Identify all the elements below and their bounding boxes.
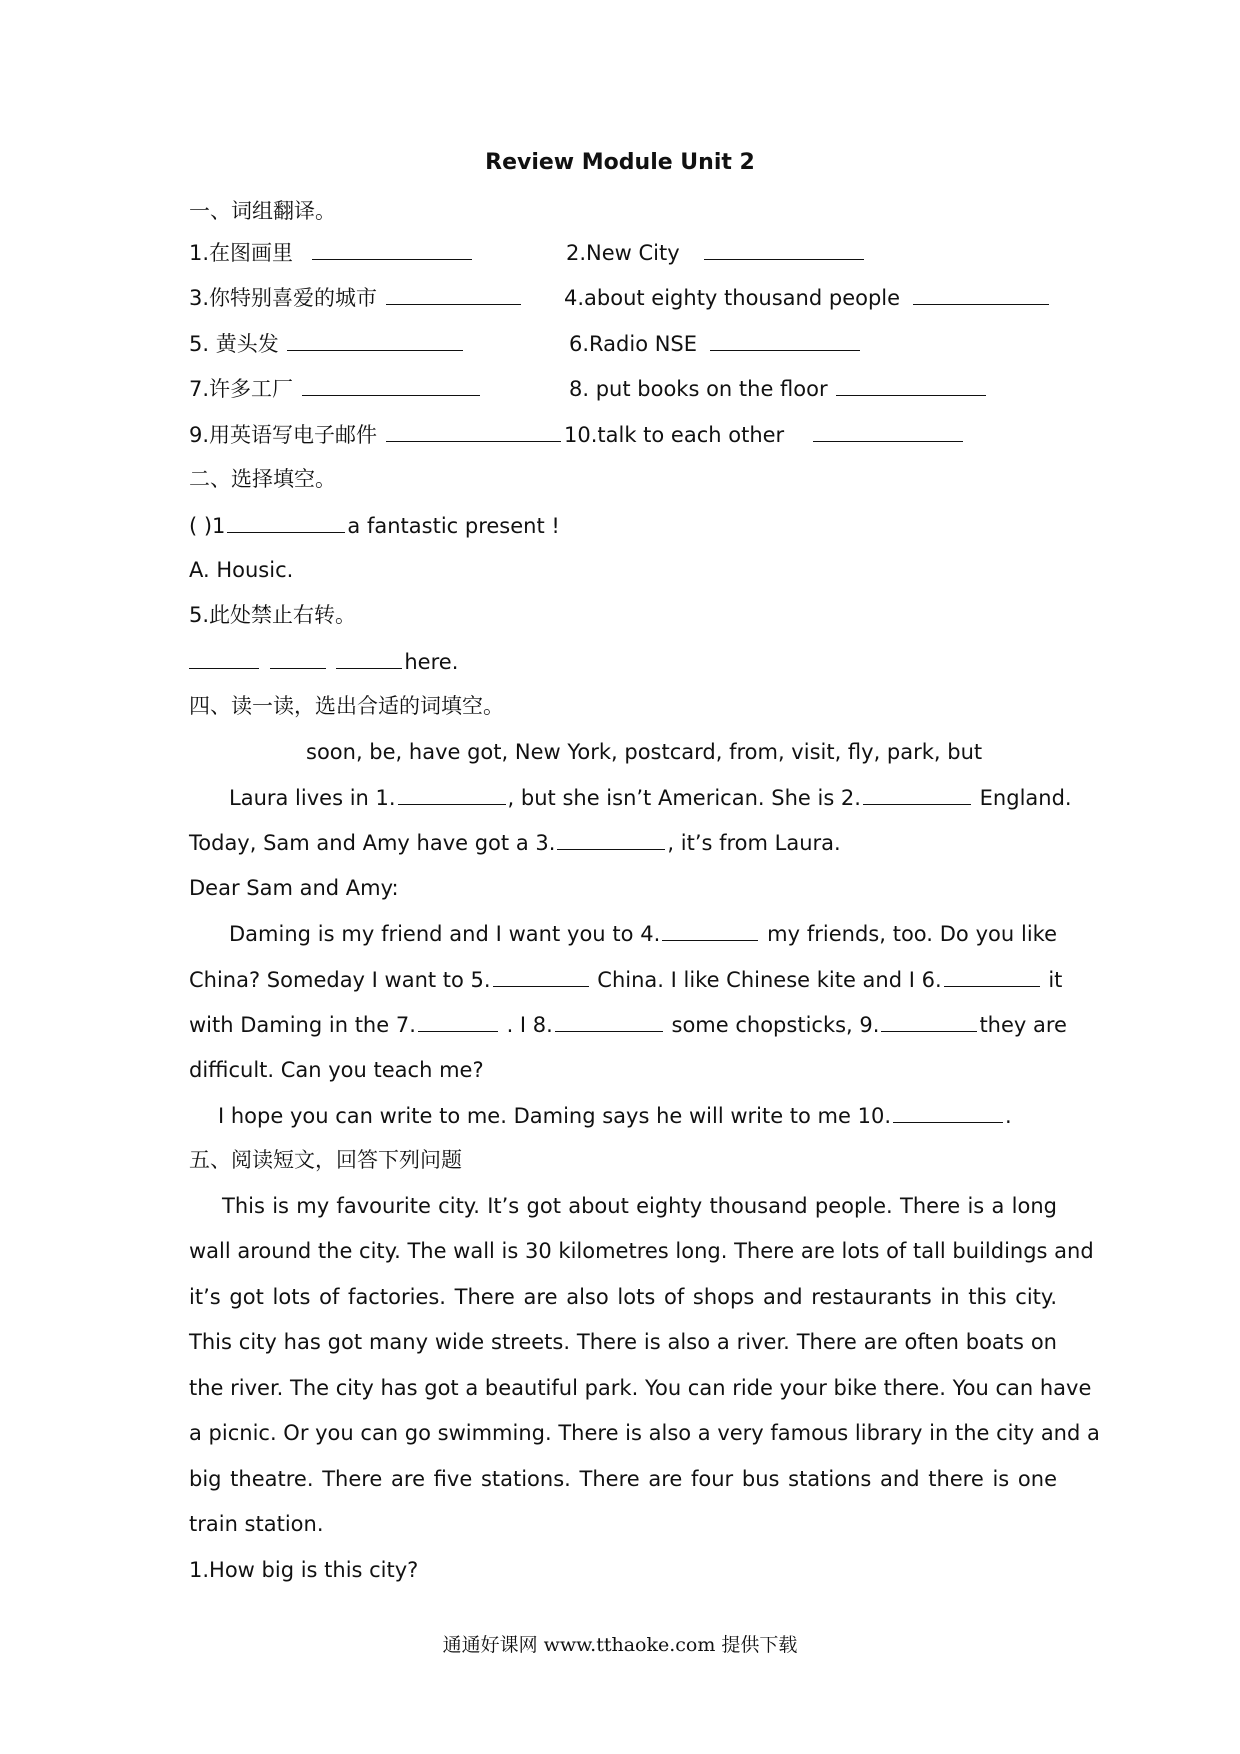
- cloze-line-6: difficult. Can you teach me?: [189, 1058, 484, 1082]
- cloze-line-4: [189, 964, 1063, 995]
- answer-blank-4[interactable]: [913, 282, 1049, 305]
- phrase-label-4: 4.about eighty thousand people: [564, 286, 901, 310]
- letter-greeting: Dear Sam and Amy:: [189, 876, 399, 900]
- phrase-label-2: 2.New City: [566, 241, 680, 265]
- sign-question-5: 5.此处禁止右转。: [189, 603, 357, 627]
- cloze-text: Daming is my friend and I want you to 4.: [229, 922, 661, 946]
- phrase-item-6: [569, 328, 862, 359]
- reading-line-5: the river. The city has got a beautiful park. You can ride your bike there. You can have: [189, 1376, 1092, 1400]
- cloze-line-3: [229, 918, 1057, 949]
- phrase-label-8: 8. put books on the floor: [569, 377, 828, 401]
- choice-option-a: A. Housic.: [189, 558, 294, 582]
- reading-line-6: a picnic. Or you can go swimming. There is also a very famous library in the city and a: [189, 1421, 1100, 1445]
- cloze-text: Today, Sam and Amy have got a 3.: [189, 831, 556, 855]
- phrase-label-6: 6.Radio NSE: [569, 332, 698, 356]
- answer-blank-5[interactable]: [287, 328, 463, 351]
- cloze-text: . I 8.: [506, 1013, 553, 1037]
- cloze-line-7: [218, 1100, 1012, 1131]
- cloze-blank-1[interactable]: [398, 782, 506, 805]
- cloze-blank-7[interactable]: [418, 1009, 498, 1032]
- cloze-text: , but she isn’t American. She is 2.: [507, 786, 861, 810]
- reading-line-8: train station.: [189, 1512, 324, 1536]
- cloze-line-1: [229, 782, 1072, 813]
- page-footer: 通通好课网 www.tthaoke.com 提供下载: [442, 1634, 798, 1656]
- page-title: Review Module Unit 2: [485, 150, 755, 175]
- section2-heading: 二、选择填空。: [189, 467, 336, 491]
- cloze-line-2: [189, 827, 841, 858]
- phrase-label-1: 1.在图画里: [189, 241, 294, 265]
- phrase-item-7: [189, 373, 482, 404]
- cloze-text: it: [1048, 968, 1063, 992]
- cloze-blank-3[interactable]: [557, 827, 665, 850]
- reading-line-1: This is my favourite city. It’s got about eighty thousand people. There is a long: [222, 1194, 1057, 1218]
- phrase-item-1: [189, 237, 474, 268]
- section5-heading: 五、阅读短文，回答下列问题: [189, 1148, 462, 1172]
- choice-question-text: a fantastic present !: [347, 514, 560, 538]
- cloze-text: my friends, too. Do you like: [767, 922, 1057, 946]
- section1-heading: 一、词组翻译。: [189, 199, 336, 223]
- phrase-label-5: 5. 黄头发: [189, 332, 279, 356]
- cloze-blank-2[interactable]: [863, 782, 971, 805]
- sign-blank-2[interactable]: [270, 646, 326, 669]
- cloze-blank-10[interactable]: [893, 1100, 1003, 1123]
- cloze-text: , it’s from Laura.: [667, 831, 841, 855]
- cloze-text: England.: [979, 786, 1072, 810]
- cloze-text: China? Someday I want to 5.: [189, 968, 491, 992]
- phrase-item-9: [189, 419, 563, 450]
- choice-bracket: ( )1: [189, 514, 226, 538]
- section4-heading: 四、读一读，选出合适的词填空。: [189, 694, 504, 718]
- phrase-item-10: [564, 419, 965, 450]
- reading-line-4: This city has got many wide streets. There is also a river. There are often boats on: [189, 1330, 1057, 1354]
- cloze-text: with Daming in the 7.: [189, 1013, 416, 1037]
- answer-blank-1[interactable]: [312, 237, 472, 260]
- reading-line-2: wall around the city. The wall is 30 kilometres long. There are lots of tall buildings and: [189, 1239, 1094, 1263]
- cloze-text: China. I like Chinese kite and I 6.: [597, 968, 942, 992]
- reading-line-3: it’s got lots of factories. There are also lots of shops and restaurants in this city.: [189, 1285, 1057, 1309]
- cloze-blank-4[interactable]: [662, 918, 758, 941]
- cloze-blank-8[interactable]: [555, 1009, 663, 1032]
- cloze-blank-6[interactable]: [944, 964, 1040, 987]
- answer-blank-10[interactable]: [813, 419, 963, 442]
- cloze-text: Laura lives in 1.: [229, 786, 396, 810]
- cloze-text: .: [1005, 1104, 1012, 1128]
- cloze-text: some chopsticks, 9.: [671, 1013, 880, 1037]
- choice-blank-1[interactable]: [227, 510, 345, 533]
- phrase-item-3: [189, 282, 523, 313]
- sign-blank-1[interactable]: [189, 646, 259, 669]
- phrase-item-8: [569, 373, 988, 404]
- cloze-blank-5[interactable]: [493, 964, 589, 987]
- choice-question-1: [189, 510, 560, 541]
- phrase-label-7: 7.许多工厂: [189, 377, 294, 401]
- answer-blank-7[interactable]: [302, 373, 480, 396]
- sign-blank-3[interactable]: [336, 646, 402, 669]
- phrase-item-2: [566, 237, 866, 268]
- cloze-text: they are: [979, 1013, 1067, 1037]
- word-bank: soon, be, have got, New York, postcard, from, visit, fly, park, but: [306, 740, 983, 764]
- cloze-text: I hope you can write to me. Daming says he will write to me 10.: [218, 1104, 892, 1128]
- sign-answer-suffix: here.: [404, 650, 459, 674]
- sign-answer-line: [189, 646, 458, 677]
- phrase-item-4: [564, 282, 1051, 313]
- answer-blank-8[interactable]: [836, 373, 986, 396]
- answer-blank-3[interactable]: [386, 282, 521, 305]
- reading-question-1: 1.How big is this city?: [189, 1558, 419, 1582]
- phrase-label-10: 10.talk to each other: [564, 423, 785, 447]
- phrase-label-3: 3.你特别喜爱的城市: [189, 286, 378, 310]
- reading-line-7: big theatre. There are five stations. There are four bus stations and there is one: [189, 1467, 1057, 1491]
- answer-blank-9[interactable]: [386, 419, 561, 442]
- cloze-blank-9[interactable]: [881, 1009, 977, 1032]
- answer-blank-6[interactable]: [710, 328, 860, 351]
- phrase-item-5: [189, 328, 465, 359]
- answer-blank-2[interactable]: [704, 237, 864, 260]
- cloze-line-5: [189, 1009, 1067, 1040]
- phrase-label-9: 9.用英语写电子邮件: [189, 423, 378, 447]
